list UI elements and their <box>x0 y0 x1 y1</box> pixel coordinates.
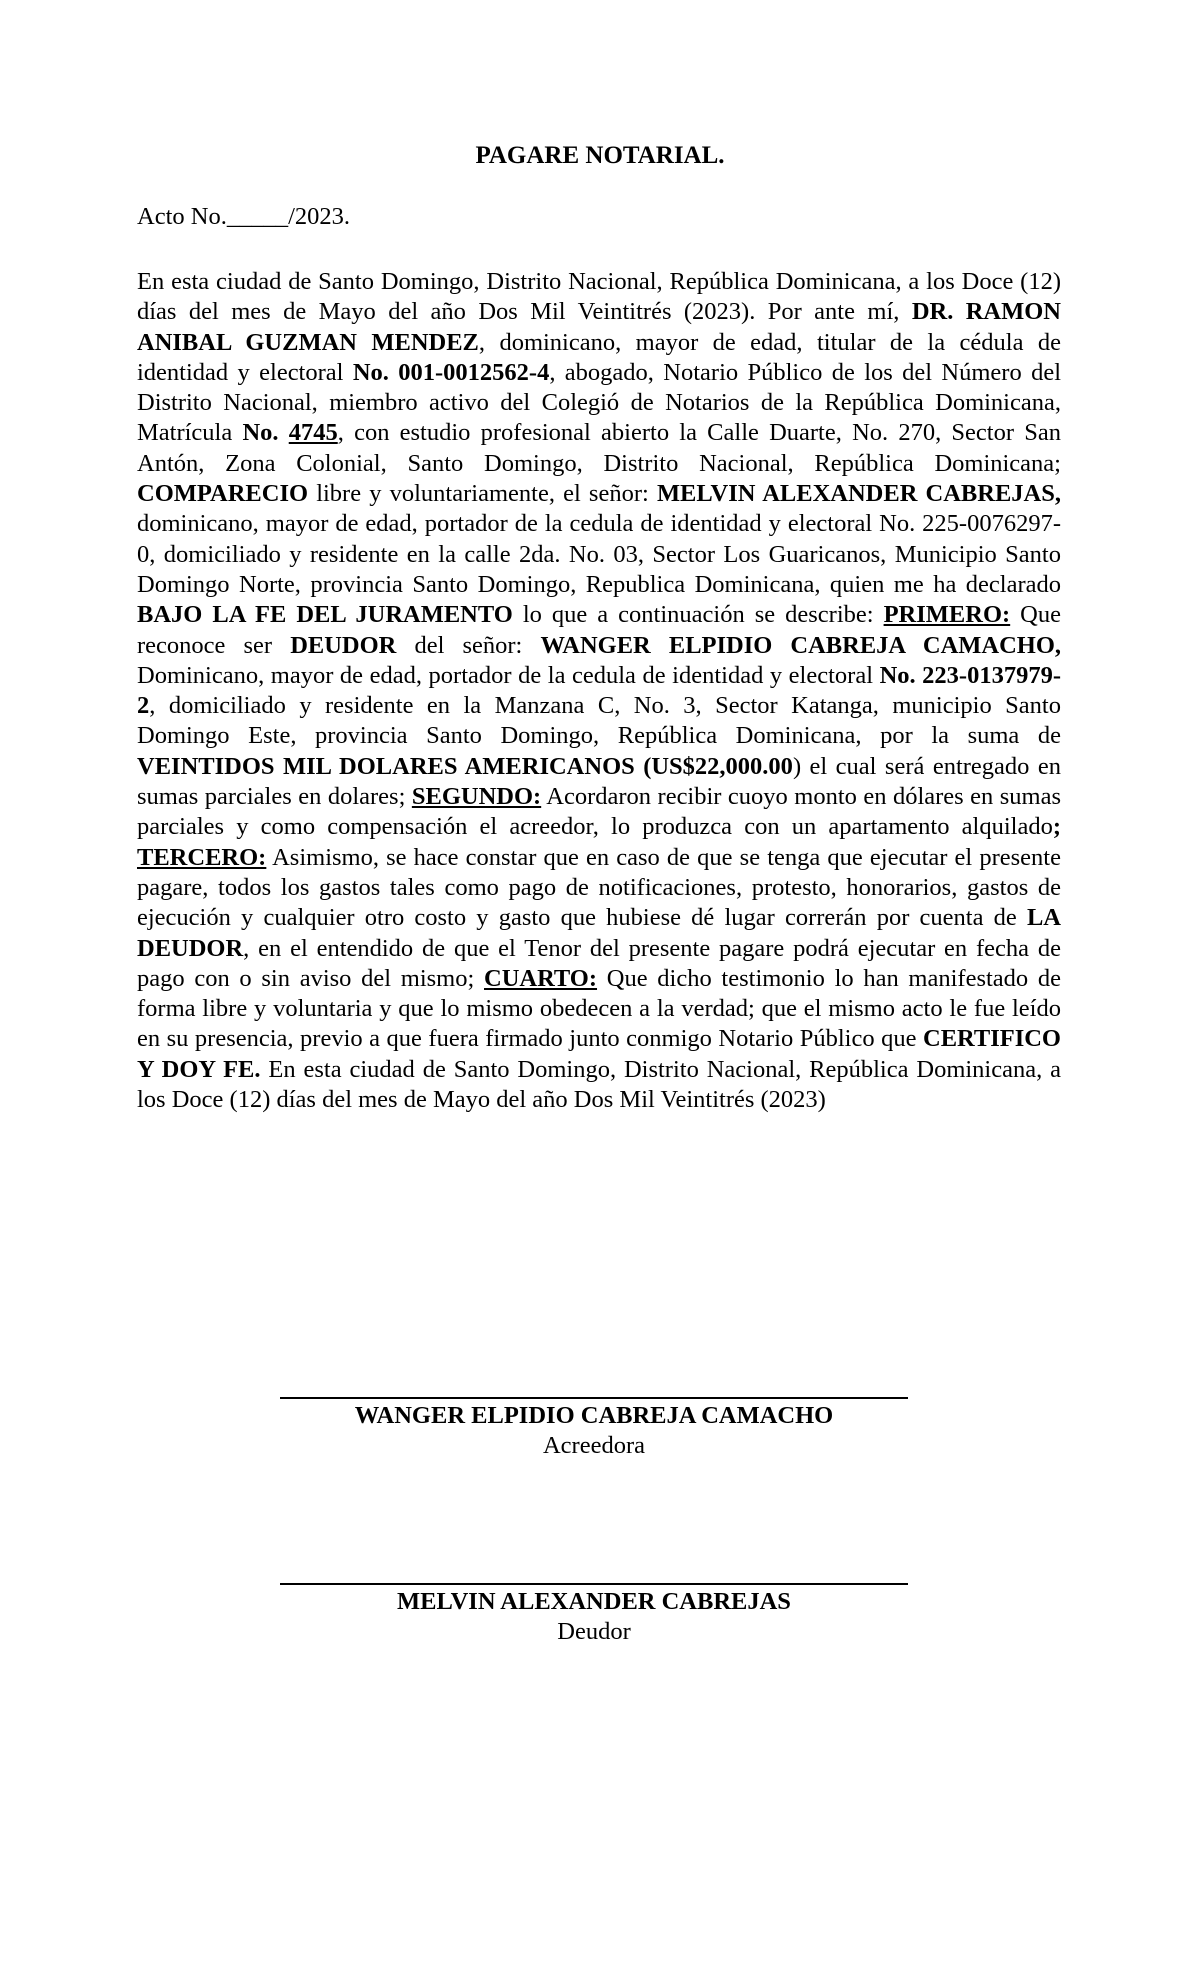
bold-text-segment: MELVIN ALEXANDER CABREJAS, <box>656 480 1061 508</box>
text-segment: dominicano, mayor de edad, portador de la cedula de identidad y electoral No. 225-0076297-0, domiciliado y residente en la calle 2da. No. 03, Sector Los Guaricanos, Municipio Santo Domingo Norte, provincia Santo Domingo, Republica Dominicana, quien me ha declarado <box>137 510 1061 598</box>
bold-text-segment: CUARTO: <box>484 964 598 992</box>
text-segment: del señor: <box>396 631 541 659</box>
bold-text-segment: PRIMERO: <box>883 601 1011 629</box>
signatory-name: MELVIN ALEXANDER CABREJAS <box>397 1588 791 1615</box>
title-text: PAGARE NOTARIAL. <box>475 142 725 169</box>
bold-text-segment: DR. RAMON ANIBAL GUZMAN MENDEZ <box>137 298 1061 356</box>
bold-text-segment: 4745 <box>288 419 338 447</box>
bold-text-segment: LA DEUDOR <box>137 904 1061 962</box>
signature-line <box>280 1583 908 1585</box>
text-segment: , dominicano, mayor de edad, titular de la cédula de identidad y electoral <box>137 328 1061 386</box>
text-segment: , con estudio profesional abierto la Calle Duarte, No. 270, Sector San Antón, Zona Colonial, Santo Domingo, Distrito Nacional, República Dominicana; <box>137 419 1061 477</box>
text-segment: , en el entendido de que el Tenor del presente pagare podrá ejecutar en fecha de pago con o sin aviso del mismo; <box>137 934 1061 992</box>
bold-text-segment: WANGER ELPIDIO CABREJA CAMACHO, <box>540 631 1062 659</box>
bold-text-segment: No. 223-0137979-2 <box>137 661 1061 720</box>
bold-text-segment: No. <box>242 419 289 447</box>
bold-text-segment: No. 001-0012562-4 <box>352 358 550 386</box>
text-segment: Acordaron recibir cuoyo monto en dólares en sumas parciales y como compensación el acreedor, lo produzca con un apartamento alquilado <box>137 783 1061 841</box>
bold-text-segment: TERCERO: <box>137 843 267 871</box>
acto-suffix: /2023. <box>288 203 351 230</box>
text-segment: Dominicano, mayor de edad, portador de la cedula de identidad y electoral <box>137 661 880 689</box>
signatory-role: Deudor <box>557 1618 631 1645</box>
text-segment: En esta ciudad de Santo Domingo, Distrito Nacional, República Dominicana, a los Doce (12) días del mes de Mayo del año Dos Mil Veintitrés (2023) <box>137 1055 1061 1114</box>
acto-number-line <box>137 203 350 231</box>
acto-blank: _____ <box>226 203 289 230</box>
signatory-name: WANGER ELPIDIO CABREJA CAMACHO <box>354 1402 834 1429</box>
signature-block-creditor <box>280 1397 908 1461</box>
bold-text-segment: VEINTIDOS MIL DOLARES AMERICANOS (US$22,000.00 <box>137 752 793 780</box>
document-body <box>137 267 1061 1115</box>
text-segment: Que reconoce ser <box>137 601 1061 659</box>
signatory-role: Acreedora <box>542 1432 645 1459</box>
bold-text-segment: SEGUNDO: <box>411 783 542 811</box>
text-segment: libre y voluntariamente, el señor: <box>308 480 657 508</box>
text-segment: ) el cual será entregado en sumas parciales en dolares; <box>137 752 1061 811</box>
text-segment: En esta ciudad de Santo Domingo, Distrito Nacional, República Dominicana, a los Doce (12) días del mes de Mayo del año Dos Mil Veintitrés (2023). Por ante mí, <box>137 268 1061 326</box>
signature-line <box>280 1397 908 1399</box>
text-segment: lo que a continuación se describe: <box>512 601 884 629</box>
text-segment: , abogado, Notario Público de los del Número del Distrito Nacional, miembro activo del Colegió de Notarios de la República Dominicana, Matrícula <box>137 358 1061 447</box>
acto-prefix: Acto No. <box>137 203 227 230</box>
text-segment: , domiciliado y residente en la Manzana C, No. 3, Sector Katanga, municipio Santo Domingo Este, provincia Santo Domingo, República Dominicana, por la suma de <box>137 692 1061 750</box>
bold-text-segment: CERTIFICO Y DOY FE. <box>137 1025 1061 1083</box>
text-segment: Asimismo, se hace constar que en caso de que se tenga que ejecutar el presente pagare, todos los gastos tales como pago de notificaciones, protesto, honorarios, gastos de ejecución y cualquier otro costo y gasto que hubiese dé lugar correrán por cuenta de <box>137 843 1061 932</box>
bold-text-segment: ; <box>1052 813 1061 841</box>
text-segment: Que dicho testimonio lo han manifestado de forma libre y voluntaria y que lo mismo obedecen a la verdad; que el mismo acto le fue leído en su presencia, previo a que fuera firmado junto conmigo Notario Público que <box>137 964 1062 1053</box>
signature-block-debtor <box>280 1583 908 1647</box>
document-title <box>0 142 1200 170</box>
bold-text-segment: BAJO LA FE DEL JURAMENTO <box>137 601 513 629</box>
bold-text-segment: DEUDOR <box>290 631 397 659</box>
bold-text-segment: COMPARECIO <box>137 480 309 508</box>
